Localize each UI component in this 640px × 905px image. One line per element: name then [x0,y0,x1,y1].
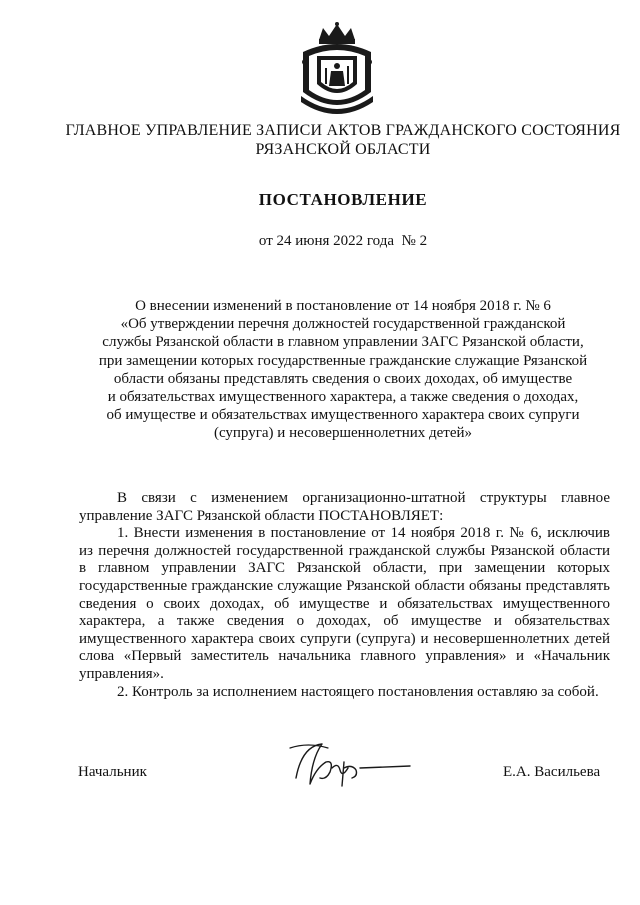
subject-line: (супруга) и несовершеннолетних детей» [213,425,473,442]
body-line: управление ЗАГС Рязанской области ПОСТАНОВЛЯЕТ: [79,507,444,524]
organization-name-line1: ГЛАВНОЕ УПРАВЛЕНИЕ ЗАПИСИ АКТОВ ГРАЖДАНСКОГО СОСТОЯНИЯ [65,122,621,139]
subject-line: и обязательствах имущественного характера, а также сведения о доходах, [107,389,579,406]
body-line: имущественного характера своих супруги (супруга) и несовершеннолетних детей [79,630,610,647]
subject-line: области обязаны представлять сведения о своих доходах, об имуществе [113,370,573,387]
body-line: в главном управлении ЗАГС Рязанской области, при замещении которых [79,560,610,577]
coat-of-arms-icon [295,22,379,122]
document-title: ПОСТАНОВЛЕНИЕ [258,190,428,209]
document-body [79,490,610,701]
signer-position: Начальник [78,764,147,780]
document-date: от 24 июня 2022 года № 2 [258,233,428,249]
body-line: управления». [79,665,164,682]
body-line: государственные гражданские служащие Рязанской области обязаны представлять [79,577,610,594]
subject-line: службы Рязанской области в главном управлении ЗАГС Рязанской области, [102,334,584,351]
body-line: 2. Контроль за исполнением настоящего постановления оставляю за собой. [117,683,599,700]
document-subject [80,297,606,443]
body-line: слова «Первый заместитель начальника главного управления» и «Начальник [79,648,610,665]
signer-name: Е.А. Васильева [503,764,601,780]
subject-line: при замещении которых государственные гражданские служащие Рязанской [98,352,588,369]
body-line: из перечня должностей государственной гражданской службы Рязанской области [79,542,610,559]
handwritten-signature-icon [282,738,412,798]
subject-line: О внесении изменений в постановление от 14 ноября 2018 г. № 6 [135,298,551,314]
body-line: 1. Внести изменения в постановление от 14 ноября 2018 г. № 6, исключив [117,525,610,542]
organization-name-line2: РЯЗАНСКОЙ ОБЛАСТИ [255,141,431,158]
body-line: В связи с изменением организационно-штатной структуры главное [117,490,610,506]
body-line: характера, а также сведения о доходах, об имуществе и обязательствах [79,613,610,630]
body-line: сведения о своих доходах, об имуществе и обязательствах имущественного [79,595,610,612]
subject-line: об имуществе и обязательствах имущественного характера своих супруги [106,407,580,424]
subject-line: «Об утверждении перечня должностей государственной гражданской [120,316,566,333]
